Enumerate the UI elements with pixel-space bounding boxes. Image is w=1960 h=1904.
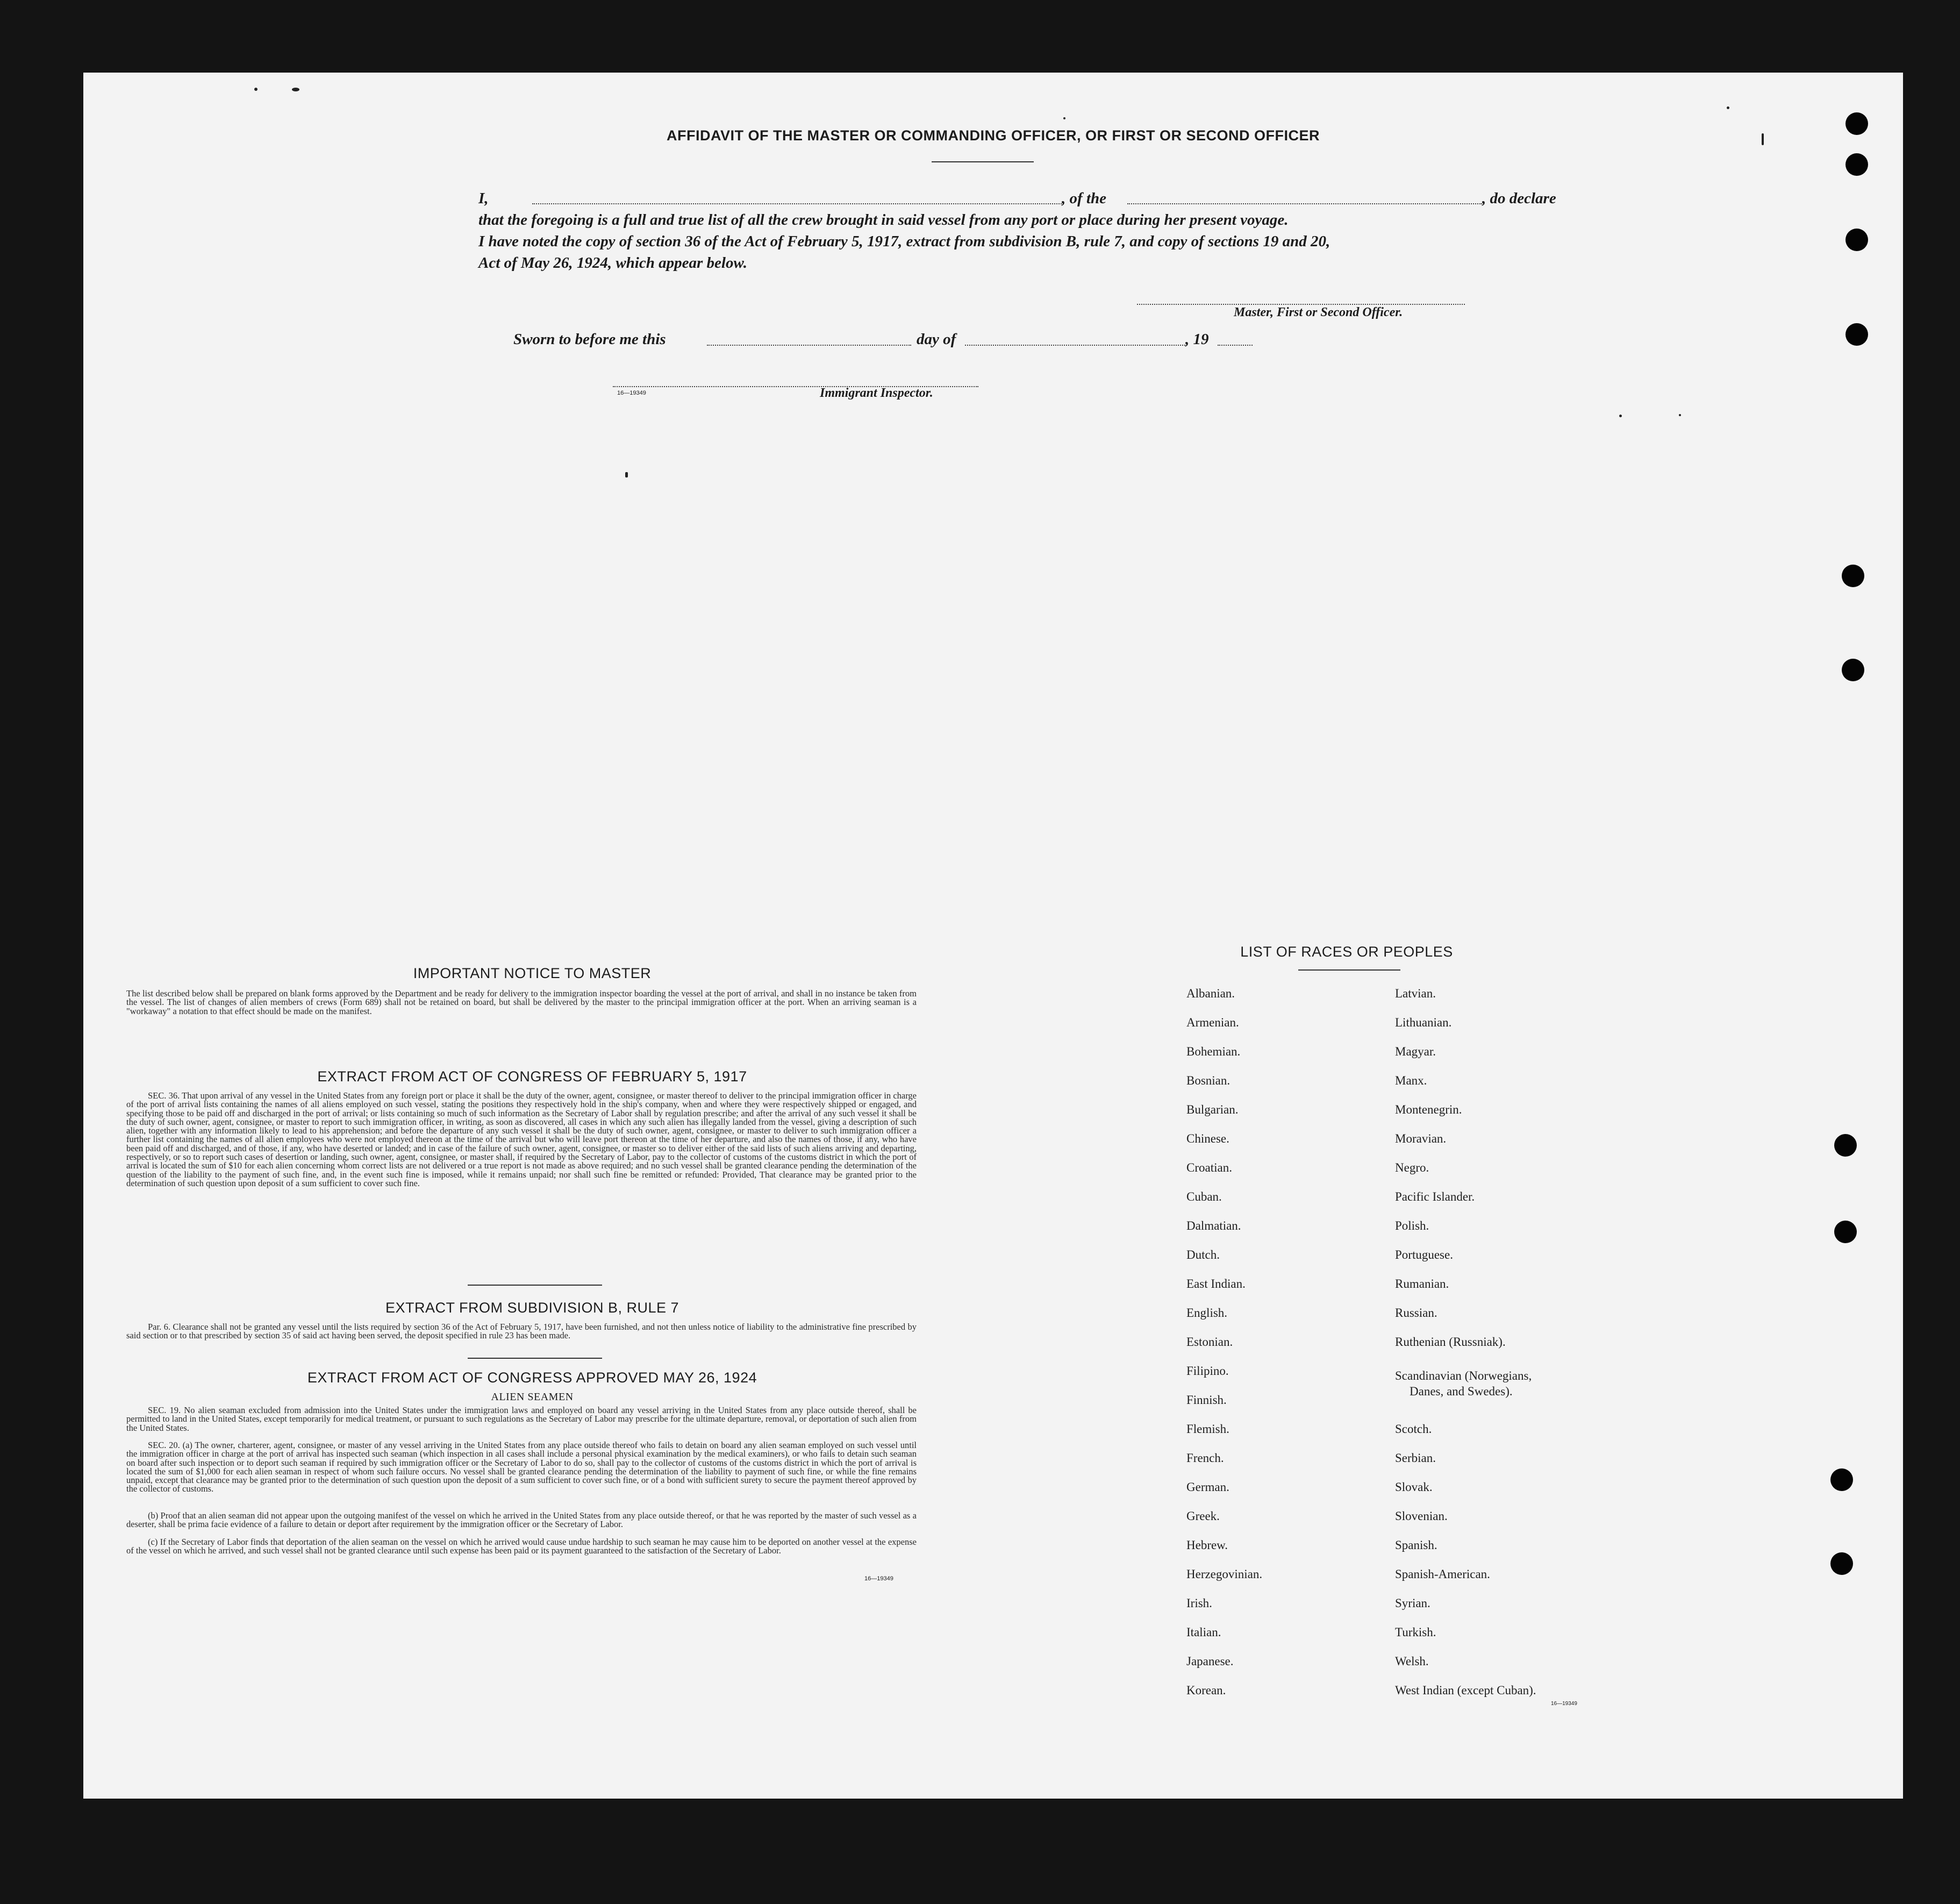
race-right-2: Magyar. <box>1395 1045 1436 1058</box>
scan-speck <box>1063 117 1065 119</box>
name-blank-line <box>532 203 1062 204</box>
race-right-11: Russian. <box>1395 1306 1437 1320</box>
extract-form-number: 16—19349 <box>864 1575 893 1582</box>
affidavit-line3: I have noted the copy of section 36 of the Act of February 5, 1917, extract from subdivision B, rule 7, and copy of sections 19 and 20, <box>478 233 1330 250</box>
race-left-1: Armenian. <box>1186 1016 1239 1029</box>
race-right-8: Polish. <box>1395 1219 1429 1232</box>
race-left-20: Herzegovinian. <box>1186 1567 1263 1581</box>
race-right-6: Negro. <box>1395 1161 1429 1174</box>
race-right-0: Latvian. <box>1395 987 1436 1000</box>
race-right-12: Ruthenian (Russniak). <box>1395 1335 1506 1349</box>
races-form-number: 16—19349 <box>1551 1701 1577 1707</box>
race-left-10: East Indian. <box>1186 1277 1246 1290</box>
race-left-3: Bosnian. <box>1186 1074 1231 1087</box>
race-left-14: Finnish. <box>1186 1393 1227 1407</box>
binder-hole <box>1842 565 1864 587</box>
sec19-text: SEC. 19. No alien seaman excluded from admission into the United States under the immigration laws and employed on board any vessel arriving in the United States from any place outside thereof, shall be permitted to land in the United States, except temporarily for medical treatment, or pursuant to such regulations as the Secretary of Labor may prescribe for the ultimate departure, removal, or deportation of such alien from the United States. <box>126 1405 917 1433</box>
notice-text: The list described below shall be prepared on blank forms approved by the Department and be ready for delivery to the immigration inspector boarding the vessel at the port of arrival, and shall in no instance be taken from the vessel. The list of changes of alien members of crews (Form 689) shall not be retained on board, but shall be delivered by the master to the principal immigration officer at the port. When an arriving seaman is a "workaway" a notation to that effect should be made on the manifest. <box>126 988 917 1016</box>
binder-hole <box>1834 1221 1857 1243</box>
scan-speck <box>625 472 628 477</box>
sworn-prefix: Sworn to before me this <box>513 331 666 348</box>
race-right-13: Scandinavian (Norwegians, <box>1395 1369 1532 1382</box>
race-left-17: German. <box>1186 1480 1229 1494</box>
race-right-5: Moravian. <box>1395 1132 1447 1145</box>
race-left-6: Croatian. <box>1186 1161 1232 1174</box>
binder-hole <box>1845 323 1868 346</box>
race-right-19: Spanish. <box>1395 1538 1437 1552</box>
race-right-16: Serbian. <box>1395 1451 1436 1465</box>
rule7-text: Par. 6. Clearance shall not be granted any vessel until the lists required by section 36 of the Act of February 5, 1917, have been furnished, and not then unless notice of liability to the administrative fine prescribed by said section or to that prescribed by section 35 of said act having been served, the deposit specified in rule 23 has been made. <box>126 1322 917 1341</box>
binder-hole <box>1830 1468 1853 1491</box>
race-left-22: Italian. <box>1186 1625 1221 1639</box>
form-page <box>83 73 1903 1799</box>
sworn-day-of: day of <box>917 331 956 348</box>
binder-hole <box>1845 153 1868 176</box>
race-right-14: Danes, and Swedes). <box>1410 1385 1513 1398</box>
race-right-24: West Indian (except Cuban). <box>1395 1684 1536 1697</box>
notice-heading: IMPORTANT NOTICE TO MASTER <box>413 965 652 981</box>
divider-1 <box>468 1285 602 1286</box>
races-heading: LIST OF RACES OR PEOPLES <box>1240 944 1453 960</box>
race-right-20: Spanish-American. <box>1395 1567 1490 1581</box>
affidavit-form-number: 16—19349 <box>617 390 646 396</box>
sec20b-text: (b) Proof that an alien seaman did not appear upon the outgoing manifest of the vessel on which he arrived in the United States from any place outside thereof, or that he was reported by the master of such vessel as a deserter, shall be prima facie evidence of a failure to detain or deport after requirement by the immigration officer or the Secretary of Labor. <box>126 1510 917 1530</box>
divider-2 <box>468 1358 602 1359</box>
race-right-18: Slovenian. <box>1395 1509 1448 1523</box>
sec20c-text: (c) If the Secretary of Labor finds that deportation of the alien seaman on the vessel on which he arrived would cause undue hardship to such seaman he may cause him to be deported on another vessel at the expense of the vessel on which he arrived, and such vessel shall not be granted clearance until such expense has been paid or its payment guaranteed to the satisfaction of the Secretary of Labor. <box>126 1537 917 1556</box>
rule7-heading: EXTRACT FROM SUBDIVISION B, RULE 7 <box>385 1300 679 1316</box>
race-right-23: Welsh. <box>1395 1655 1429 1668</box>
race-right-21: Syrian. <box>1395 1596 1430 1610</box>
race-left-7: Cuban. <box>1186 1190 1222 1203</box>
extract-1924-heading: EXTRACT FROM ACT OF CONGRESS APPROVED MAY 26, 1924 <box>307 1370 757 1386</box>
race-left-11: English. <box>1186 1306 1228 1320</box>
scan-speck <box>254 88 257 91</box>
affidavit-line1-declare: , do declare <box>1482 190 1556 207</box>
binder-hole <box>1845 112 1868 135</box>
race-left-16: French. <box>1186 1451 1224 1465</box>
race-right-17: Slovak. <box>1395 1480 1433 1494</box>
race-right-15: Scotch. <box>1395 1422 1432 1436</box>
sworn-day-line <box>707 345 911 346</box>
race-left-24: Korean. <box>1186 1684 1226 1697</box>
binder-hole <box>1845 229 1868 251</box>
affidavit-line1-of-the: , of the <box>1062 190 1106 207</box>
race-left-8: Dalmatian. <box>1186 1219 1241 1232</box>
extract-1917-heading: EXTRACT FROM ACT OF CONGRESS OF FEBRUARY 5, 1917 <box>317 1068 747 1085</box>
race-left-18: Greek. <box>1186 1509 1220 1523</box>
inspector-label: Immigrant Inspector. <box>820 386 933 400</box>
race-right-22: Turkish. <box>1395 1625 1436 1639</box>
race-left-2: Bohemian. <box>1186 1045 1241 1058</box>
affidavit-title: AFFIDAVIT OF THE MASTER OR COMMANDING OFFICER, OR FIRST OR SECOND OFFICER <box>667 127 1320 144</box>
vessel-blank-line <box>1127 203 1482 204</box>
race-left-15: Flemish. <box>1186 1422 1229 1436</box>
scan-speck <box>1727 106 1729 109</box>
sworn-year-line <box>1218 345 1253 346</box>
race-left-13: Filipino. <box>1186 1364 1229 1378</box>
race-left-0: Albanian. <box>1186 987 1235 1000</box>
race-left-4: Bulgarian. <box>1186 1103 1239 1116</box>
race-right-4: Montenegrin. <box>1395 1103 1462 1116</box>
master-signature-label: Master, First or Second Officer. <box>1234 305 1403 319</box>
binder-hole <box>1830 1552 1853 1575</box>
sworn-year: , 19 <box>1185 331 1209 348</box>
sec20a-text: SEC. 20. (a) The owner, charterer, agent, consignee, or master of any vessel arriving in the United States from any place outside thereof who fails to detain on board any alien seaman employed on such vessel until the immigration officer in charge at the port of arrival has inspected such seaman (which inspection in all cases shall include a personal physical examination by the medical examiners), or who fails to detain such seaman on board after such inspection or to deport such seaman if required by such immigration officer or the Secretary of Labor to do so, shall pay to the collector of customs of the customs district in which the port of arrival is located the sum of $1,000 for each alien seaman in respect of whom such failure occurs. No vessel shall be granted clearance pending the determination of the liability to payment of such fine, or while the fine remains unpaid, except that clearance may be granted prior to the determination of such question upon the deposit of a sum sufficient to cover such fine, or of a bond with sufficient surety to secure the payment thereof approved by the collector of customs. <box>126 1440 917 1494</box>
scan-speck <box>292 88 299 91</box>
alien-seamen-subheading: ALIEN SEAMEN <box>491 1391 574 1403</box>
race-left-21: Irish. <box>1186 1596 1212 1610</box>
affidavit-line4: Act of May 26, 1924, which appear below. <box>478 254 747 272</box>
binder-hole <box>1834 1134 1857 1157</box>
race-left-19: Hebrew. <box>1186 1538 1228 1552</box>
race-right-7: Pacific Islander. <box>1395 1190 1475 1203</box>
race-right-9: Portuguese. <box>1395 1248 1453 1261</box>
scan-speck <box>1679 414 1681 416</box>
race-right-3: Manx. <box>1395 1074 1427 1087</box>
title-underline <box>932 161 1034 162</box>
race-left-23: Japanese. <box>1186 1655 1234 1668</box>
affidavit-line2: that the foregoing is a full and true list of all the crew brought in said vessel from any port or place during her present voyage. <box>478 211 1289 229</box>
extract-1917-text: SEC. 36. That upon arrival of any vessel in the United States from any foreign port or place it shall be the duty of the owner, agent, consignee, or master thereof to deliver to the principal immigration officer in charge of the port of arrival lists containing the names of all aliens employed on such vessel, stating the positions they respectively hold in the ship's company, when and where they were respectively shipped or engaged, and specifying those to be paid off and discharged in the port of arrival; or lists containing so much of such information as the Secretary of Labor shall by regulation prescribe; and after the arrival of any such vessel it shall be the duty of such owner, agent, consignee, or master to report to such immigration officer, in writing, as soon as discovered, all cases in which any such alien has illegally landed from the vessel, giving a description of such alien, together with any information likely to lead to his apprehension; and before the departure of any such vessel it shall be the duty of such owner, agent, consignee, or master to deliver to such immigration officer a further list containing the names of all alien employees who were not employed thereon at the time of the arrival but who will leave port thereon at the time of her departure, and also the names of those, if any, who have been paid off and discharged, and of those, if any, who have deserted or landed; and in case of the failure of such owner, agent, consignee, or master so to deliver either of the said lists of such aliens arriving and departing, respectively, or so to report such cases of desertion or landing, such owner, agent, consignee, or master shall, if required by the Secretary of Labor, pay to the collector of customs of the customs district in which the port of arrival is located the sum of $10 for each alien concerning whom correct lists are not delivered or a true report is not made as above required; and no such vessel shall be granted clearance pending the determination of the question of the liability to the payment of such fine, and, in the event such fine is imposed, while it remains unpaid; nor shall such fine be remitted or refunded: Provided, That clearance may be granted prior to the determination of such question upon deposit of a sum sufficient to cover such fine. <box>126 1090 917 1188</box>
race-right-10: Rumanian. <box>1395 1277 1449 1290</box>
races-divider <box>1298 969 1400 971</box>
master-signature-line <box>1137 304 1465 305</box>
race-left-12: Estonian. <box>1186 1335 1233 1349</box>
scan-speck <box>1619 415 1622 417</box>
race-left-9: Dutch. <box>1186 1248 1220 1261</box>
affidavit-line1-i: I, <box>478 190 489 207</box>
binder-hole <box>1842 659 1864 681</box>
scan-speck <box>1762 133 1764 145</box>
sworn-month-line <box>965 345 1185 346</box>
race-left-5: Chinese. <box>1186 1132 1229 1145</box>
race-right-1: Lithuanian. <box>1395 1016 1452 1029</box>
